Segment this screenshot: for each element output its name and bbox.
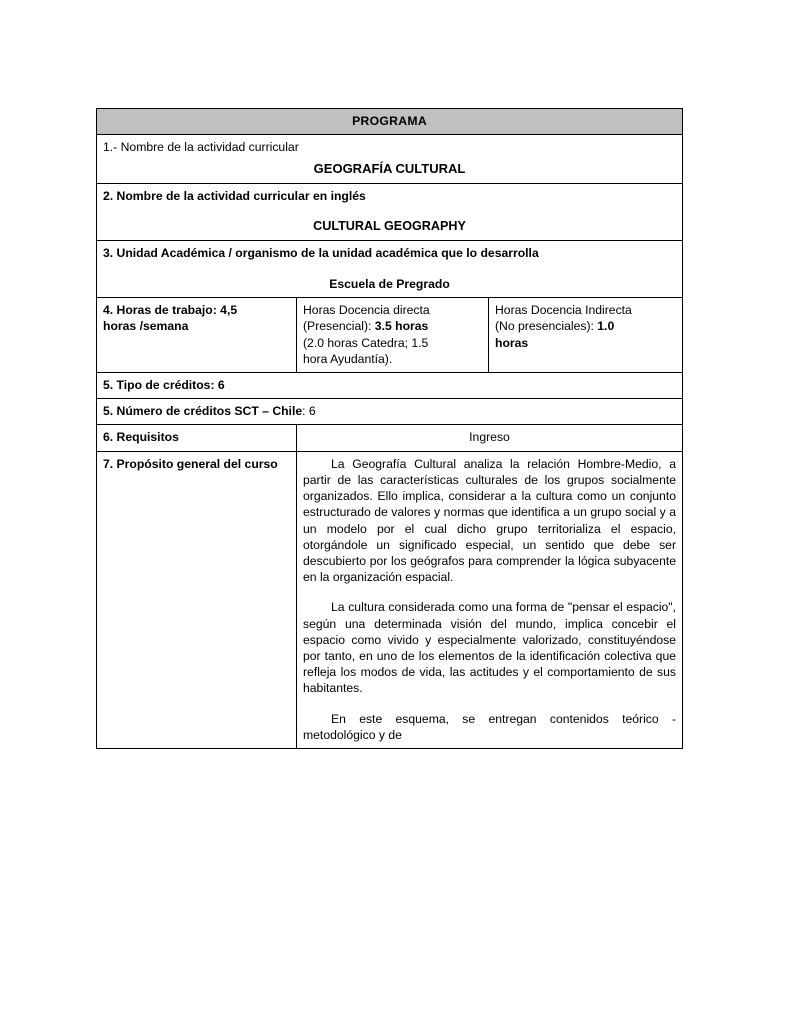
purpose-label: 7. Propósito general del curso: [97, 451, 297, 749]
requirements-value: Ingreso: [297, 425, 683, 451]
table-row-name-english: [97, 183, 683, 240]
table-row-purpose: [97, 451, 683, 749]
requirements-label: 6. Requisitos: [97, 425, 297, 451]
course-name-english: CULTURAL GEOGRAPHY: [313, 218, 466, 233]
work-hours-line1: 4. Horas de trabajo: 4,5: [103, 303, 238, 318]
table-row-work-hours: [97, 298, 683, 373]
direct-hours-line4: hora Ayudantía).: [303, 351, 393, 366]
sct-credits-cell: [97, 399, 683, 425]
table-row-credit-type: [97, 372, 683, 398]
work-hours-line2: horas /semana: [103, 319, 189, 334]
row-name-spanish-cell: [97, 135, 683, 184]
program-table: [96, 108, 683, 749]
row-label-3: 3. Unidad Académica / organismo de la unidad académica que lo desarrolla: [103, 245, 539, 260]
purpose-paragraph-2: La cultura considerada como una forma de "pensar el espacio", según una determinada visión del mundo, implica concebir el espacio como vivido y especialmente valorizado, constituyéndose por tanto, en uno de los elementos de la identificación colectiva que refleja los modos de vida, las actitudes y el comportamiento de sus habitantes.: [303, 600, 677, 696]
program-header-title: PROGRAMA: [97, 109, 683, 135]
credit-type-cell: 5. Tipo de créditos: 6: [97, 372, 683, 398]
row-label-2: 2. Nombre de la actividad curricular en inglés: [103, 188, 366, 203]
course-name-spanish: GEOGRAFÍA CULTURAL: [313, 161, 466, 177]
work-hours-cell: [97, 298, 297, 373]
academic-unit-value: Escuela de Pregrado: [329, 276, 450, 291]
direct-hours-cell: [297, 298, 489, 373]
row-academic-unit-cell: [97, 240, 683, 297]
row-label-1: 1.- Nombre de la actividad curricular: [103, 140, 299, 155]
indirect-hours-value: 1.0: [597, 319, 615, 334]
row-name-english-cell: [97, 183, 683, 240]
sct-credits-label: 5. Número de créditos SCT – Chile: [103, 404, 303, 419]
direct-hours-value: 3.5 horas: [374, 319, 429, 334]
purpose-text: [297, 451, 683, 749]
indirect-hours-cell: [489, 298, 683, 373]
direct-hours-line1: Horas Docencia directa: [303, 303, 430, 318]
purpose-paragraph-3: En este esquema, se entregan contenidos teórico - metodológico y de: [303, 711, 677, 742]
table-row-requirements: [97, 425, 683, 451]
table-row-sct-credits: [97, 399, 683, 425]
table-row-header: [97, 109, 683, 135]
indirect-hours-line1: Horas Docencia Indirecta: [495, 303, 632, 318]
table-row-academic-unit: [97, 240, 683, 297]
indirect-hours-line2-pre: (No presenciales):: [495, 319, 598, 334]
purpose-paragraph-1: La Geografía Cultural analiza la relación Hombre-Medio, a partir de las características culturales de los grupos socialmente organizados. Ello implica, considerar a la cultura como un conjunto estructurado de valores y normas que identifica a un grupo social y a un modelo por el cual dicho grupo territorializa el espacio, otorgándole un significado especial, un sentido que debe ser descubierto por los geógrafos para comprender la lógica subyacente en la organización espacial.: [303, 456, 677, 585]
indirect-hours-line3: horas: [495, 335, 529, 350]
direct-hours-line3: (2.0 horas Catedra; 1.5: [303, 335, 429, 350]
table-row-name-spanish: [97, 135, 683, 184]
sct-credits-value: : 6: [302, 404, 316, 419]
direct-hours-line2-pre: (Presencial):: [303, 319, 375, 334]
